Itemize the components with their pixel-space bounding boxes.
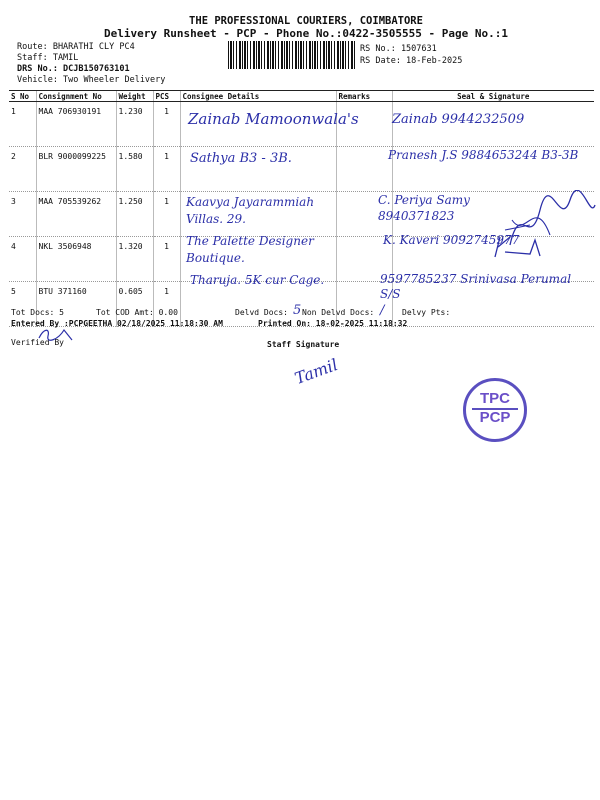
row-consignment: NKL 3506948 [36, 237, 116, 282]
verifier-initials [36, 326, 76, 344]
col-pcs: PCS [153, 91, 180, 102]
col-weight: Weight [116, 91, 153, 102]
row-pcs: 1 [153, 147, 180, 192]
handwritten-signature-2: Pranesh J.S 9884653244 B3-3B [388, 148, 579, 162]
row-consignment: MAA 705539262 [36, 192, 116, 237]
row-consignment: MAA 706930191 [36, 102, 116, 147]
route-label: Route: BHARATHI CLY PC4 [17, 42, 135, 52]
row-pcs: 1 [153, 192, 180, 237]
row-pcs: 1 [153, 282, 180, 327]
handwritten-consignee-2: Sathya B3 - 3B. [190, 151, 292, 166]
runsheet-title: Delivery Runsheet - PCP - Phone No.:0422-3505555 - Page No.:1 [104, 27, 508, 40]
col-seal-signature: Seal & Signature [392, 91, 594, 102]
row-remarks [336, 147, 392, 192]
entered-by: Entered By :PCPGEETHA 02/18/2025 11:18:30 AM [11, 319, 223, 328]
row-pcs: 1 [153, 102, 180, 147]
total-cod-amount: Tot COD Amt: 0.00 [96, 308, 178, 317]
stamp-text-top: TPC [480, 390, 510, 407]
handwritten-consignee-3: Kaavya Jayarammiah Villas. 29. [186, 195, 315, 226]
handwritten-signature-1: Zainab 9944232509 [392, 112, 525, 127]
total-docs: Tot Docs: 5 [11, 308, 64, 317]
col-consignment: Consignment No [36, 91, 116, 102]
row-sno: 2 [9, 147, 36, 192]
handwritten-signature-5: 9597785237 Srinivasa Perumal S/S [380, 272, 572, 301]
non-delivered-docs: Non Delvd Docs: [302, 308, 375, 317]
row-consignment: BLR 9000099225 [36, 147, 116, 192]
rs-number: RS No.: 1507631 [360, 44, 437, 54]
staff-signature-label: Staff Signature [267, 340, 340, 349]
row-pcs: 1 [153, 237, 180, 282]
barcode [228, 41, 356, 69]
row-weight: 1.250 [116, 192, 153, 237]
row-weight: 0.605 [116, 282, 153, 327]
row-consignment: BTU 371160 [36, 282, 116, 327]
row-sno: 3 [9, 192, 36, 237]
handwritten-consignee-1: Zainab Mamoonwala's [188, 110, 359, 128]
table-header-row [9, 91, 594, 102]
row-weight: 1.580 [116, 147, 153, 192]
handwritten-consignee-4: The Palette Designer Boutique. [186, 234, 314, 265]
drs-number: DRS No.: DCJB150763101 [17, 64, 130, 74]
vehicle-label: Vehicle: Two Wheeler Delivery [17, 75, 166, 85]
staff-signature: Tamil [292, 354, 341, 389]
handwritten-consignee-5: Tharuja. 5K cur Cage. [190, 273, 325, 287]
col-consignee: Consignee Details [180, 91, 336, 102]
staff-label: Staff: TAMIL [17, 53, 79, 63]
handwritten-non-delivered: / [380, 303, 385, 318]
company-stamp [463, 378, 527, 442]
row-sno: 5 [9, 282, 36, 327]
delivered-docs: Delvd Docs: [235, 308, 288, 317]
row-sno: 1 [9, 102, 36, 147]
company-name: THE PROFESSIONAL COURIERS, COIMBATORE [189, 15, 423, 27]
stamp-text-bottom: PCP [472, 408, 518, 425]
row-weight: 1.320 [116, 237, 153, 282]
handwritten-signature-4: K. Kaveri 9092745977 [383, 233, 520, 247]
row-weight: 1.230 [116, 102, 153, 147]
verified-by: Verified By [11, 338, 64, 347]
col-sno: S No [9, 91, 36, 102]
row-sno: 4 [9, 237, 36, 282]
printed-on: Printed On: 18-02-2025 11:18:32 [258, 319, 408, 328]
handwritten-delivered-count: 5 [293, 303, 302, 318]
handwritten-signature-3: C. Periya Samy 8940371823 [378, 193, 470, 223]
delivery-points: Delvy Pts: [402, 308, 451, 317]
rs-date: RS Date: 18-Feb-2025 [360, 56, 463, 66]
col-remarks: Remarks [336, 91, 392, 102]
signature-scribble [490, 232, 560, 262]
